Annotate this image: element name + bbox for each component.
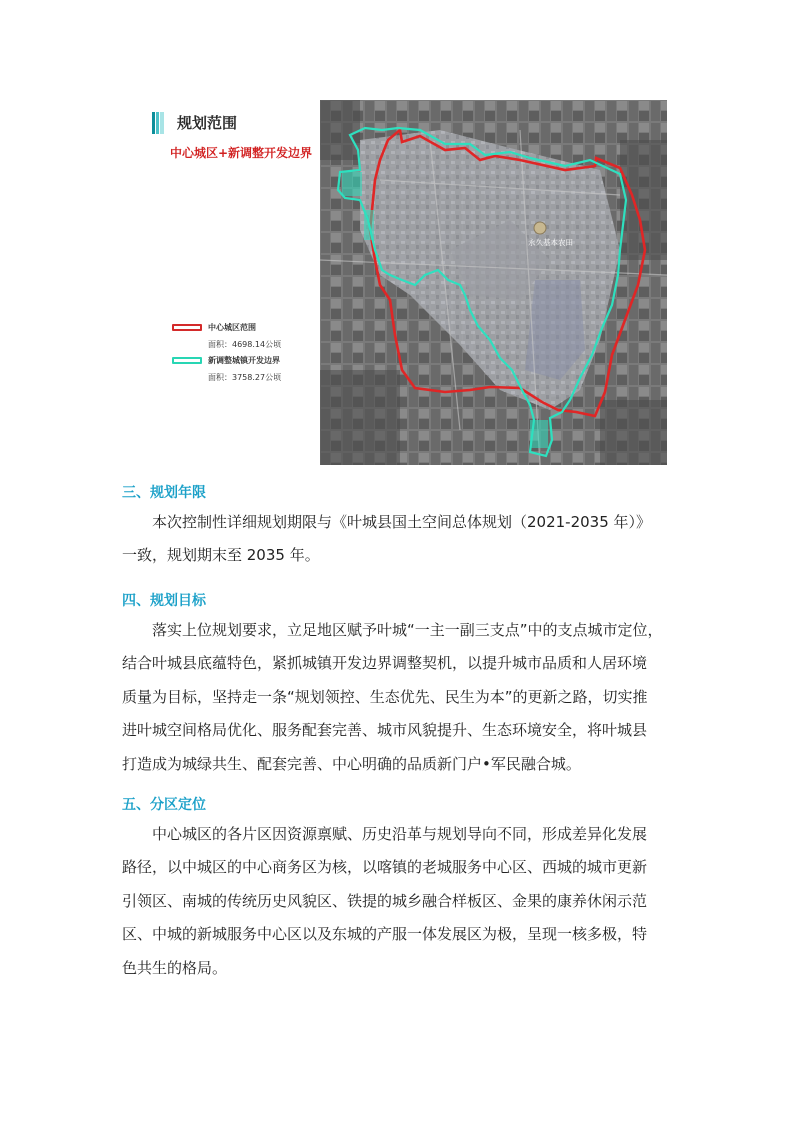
satellite-map <box>320 100 667 465</box>
figure-subtitle: 中心城区+新调整开发边界 <box>170 146 313 160</box>
legend-area: 面积：4698.14公顷 <box>208 340 282 349</box>
paragraph-line: 本次控制性详细规划期限与《叶城县国土空间总体规划（2021-2035 年）》 <box>122 513 652 531</box>
section-body-planning-goals <box>122 614 682 781</box>
section-heading-zoning-positioning: 五、分区定位 <box>122 797 206 813</box>
legend-swatch-cyan <box>172 357 202 364</box>
figure-legend-panel <box>122 100 320 465</box>
figure-title: 规划范围 <box>177 114 238 132</box>
paragraph-line: 色共生的格局。 <box>122 958 228 977</box>
section-heading-planning-period: 三、规划年限 <box>122 485 206 501</box>
legend-swatch-red <box>172 324 202 331</box>
map-label: 永久基本农田 <box>528 238 573 247</box>
basic-farmland-marker <box>534 222 546 234</box>
paragraph-line: 区、中城的新城服务中心区以及东城的产服一体发展区为极，呈现一核多极，特 <box>122 925 648 944</box>
paragraph-line: 落实上位规划要求，立足地区赋予叶城“一主一副三支点”中的支点城市定位， <box>122 621 663 639</box>
paragraph-line: 中心城区的各片区因资源禀赋、历史沿革与规划导向不同，形成差异化发展 <box>122 825 648 843</box>
legend-label: 中心城区范围 <box>208 323 256 332</box>
planning-scope-figure <box>122 100 667 465</box>
paragraph-line: 结合叶城县底蕴特色，紧抓城镇开发边界调整契机，以提升城市品质和人居环境 <box>122 654 648 673</box>
section-heading-planning-goals: 四、规划目标 <box>122 593 206 609</box>
paragraph-line: 引领区、南城的传统历史风貌区、铁提的城乡融合样板区、金果的康养休闲示范 <box>122 891 648 910</box>
paragraph-line: 路径，以中城区的中心商务区为核，以喀镇的老城服务中心区、西城的城市更新 <box>122 858 648 877</box>
paragraph-line: 进叶城空间格局优化、服务配套完善、城市风貌提升、生态环境安全，将叶城县 <box>122 721 648 740</box>
section-body-planning-period <box>122 506 682 573</box>
legend-area: 面积：3758.27公顷 <box>208 373 282 382</box>
paragraph-line: 一致，规划期末至 2035 年。 <box>122 546 320 565</box>
legend-label: 新调整城镇开发边界 <box>208 356 280 365</box>
title-accent-icon <box>152 112 164 134</box>
section-body-zoning-positioning <box>122 818 682 985</box>
paragraph-line: 打造成为城绿共生、配套完善、中心明确的品质新门户•军民融合城。 <box>122 754 581 773</box>
paragraph-line: 质量为目标，坚持走一条“规划领控、生态优先、民生为本”的更新之路，切实推 <box>122 687 648 706</box>
